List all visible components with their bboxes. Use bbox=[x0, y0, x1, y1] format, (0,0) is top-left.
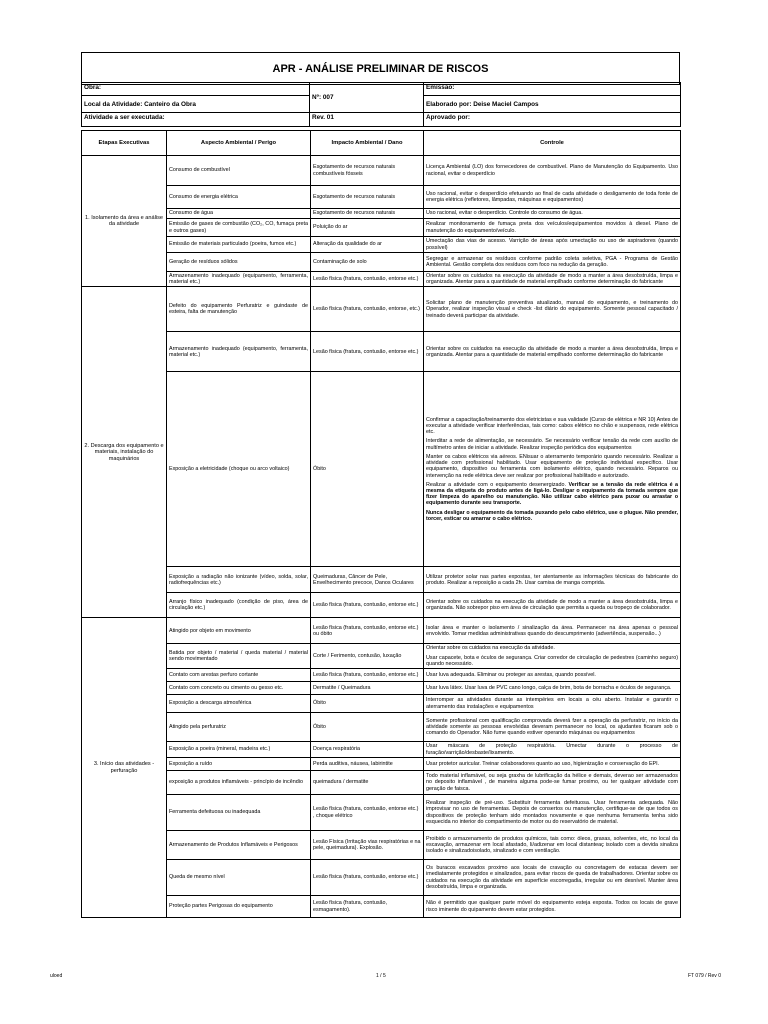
control-cell bbox=[424, 209, 681, 219]
aspect-cell: Exposição a ruído bbox=[167, 758, 311, 771]
stage-cell: 3. Início das atividades - perfuração bbox=[82, 618, 167, 918]
table-row bbox=[82, 669, 681, 682]
control-paragraph: Realizar a atividade com o equipamento desenergizado. Verificar se a tensão da rede elétrica é a mesma da etiqueta do produto antes de ligá-lo. Desligar o equipamento da tomada sempre que fizer limpeza do aparelho ou manutenção. Não utilizar cabo elétrico para puxar ou arrastar o equipamento durante seu transporte. bbox=[426, 481, 678, 507]
control-paragraph: Interditar a rede de alimentação, se necessário. Se necessário verificar tensão da rede com auxílio de multímetro antes de iniciar a atividade. Realizar inspeção periódica dos equipamentos bbox=[426, 438, 678, 451]
local-label: Local da Atividade: Canteiro da Obra bbox=[82, 96, 310, 113]
impact-cell: Corte / Ferimento, contusão, luxação bbox=[311, 644, 424, 669]
control-paragraph: Orientar sobre os cuidados na execução da atividade de modo a manter a área desobstruída, limpa e organizada. Atentar para a quantidade de material empilhado conforme determinação do fabricante bbox=[426, 273, 678, 286]
control-cell bbox=[424, 156, 681, 186]
table-row bbox=[82, 237, 681, 253]
control-cell bbox=[424, 253, 681, 272]
control-cell bbox=[424, 237, 681, 253]
table-row bbox=[82, 272, 681, 287]
elaborado-label: Elaborado por: Deise Maciel Campos bbox=[424, 96, 681, 113]
page-number: 1 / 5 bbox=[376, 973, 386, 979]
table-row bbox=[82, 219, 681, 237]
aspect-cell: Geração de resíduos sólidos bbox=[167, 253, 311, 272]
table-row bbox=[82, 253, 681, 272]
impact-cell: Lesão Física (Irritação vias respiratórias e na pele, queimadura). Explosão. bbox=[311, 831, 424, 860]
control-paragraph: Usar capacete, bota e óculos de segurança. Criar corredor de circulação de pedestres (caminho seguro) quando necessário. bbox=[426, 654, 678, 667]
control-cell bbox=[424, 372, 681, 567]
obra-label: Obra: bbox=[82, 83, 310, 96]
risk-table bbox=[81, 130, 681, 918]
control-paragraph: Nunca desligar o equipamento da tomada puxando pelo cabo elétrico, use o plugue. Não prender, torcer, esticar ou amarrar o cabo elétrico. bbox=[426, 509, 678, 522]
control-cell bbox=[424, 593, 681, 618]
table-row bbox=[82, 713, 681, 742]
aspect-cell: Armazenamento inadequado (equipamento, ferramenta, material etc.) bbox=[167, 272, 311, 287]
impact-cell: Lesão física (fratura, contusão, entorse etc.) , choque elétrico bbox=[311, 795, 424, 831]
control-paragraph: Orientar sobre os cuidados na execução da atividade de modo a manter a área desobstruída, limpa e organizada. Não sobrepor piso em área de circulação que permita a queda ou tropeço de colaborador. bbox=[426, 599, 678, 612]
aspect-cell: Armazenamento inadequado (equipamento, ferramenta, material etc.) bbox=[167, 332, 311, 372]
impact-cell: Lesão física (fratura, contusão, entorse etc.) bbox=[311, 593, 424, 618]
impact-cell: Esgotamento de recursos naturais combustíveis fósseis bbox=[311, 156, 424, 186]
table-row bbox=[82, 618, 681, 644]
control-paragraph: Uso racional, evitar o desperdício efetuando ao final de cada atividade o desligamento de toda fonte de energia elétrica (refletores, lâmpadas, máquinas e equipamentos) bbox=[426, 190, 678, 203]
control-paragraph: Confirmar a capacitação/treinamento dos eletricistas e sua validade (Curso de elétrica e NR 10) Antes de executar a atividade verificar interferências, tais como: cabos elétrico no chão e suspensos, rede elétrica etc. bbox=[426, 416, 678, 436]
control-cell bbox=[424, 644, 681, 669]
table-row bbox=[82, 695, 681, 713]
table-row bbox=[82, 795, 681, 831]
column-header: Impacto Ambiental / Dano bbox=[311, 131, 424, 156]
control-cell bbox=[424, 831, 681, 860]
numero-label: Nº: 007 bbox=[310, 83, 424, 113]
column-header: Etapas Executivas bbox=[82, 131, 167, 156]
control-paragraph: Usar luva adequada. Eliminar ou proteger as arestas, quando possível. bbox=[426, 671, 596, 678]
table-row bbox=[82, 332, 681, 372]
aspect-cell: Queda de mesmo nível bbox=[167, 860, 311, 896]
aspect-cell: Exposição a radiação não ionizante (vídeo, solda, solar, radiofrequências etc.) bbox=[167, 567, 311, 593]
control-paragraph: Orientar sobre os cuidados na execução da atividade de modo a manter a área desobstruída, limpa e organizada. Atentar para a quantidade de material empilhado conforme determinação do fabricante bbox=[426, 345, 678, 358]
control-cell bbox=[424, 219, 681, 237]
form-code: FT 079 / Rev 0 bbox=[688, 973, 721, 979]
aspect-cell: Emissão de gases de combustão (CO₂, CO, fumaça preta e outros gases) bbox=[167, 219, 311, 237]
control-cell bbox=[424, 713, 681, 742]
control-cell bbox=[424, 332, 681, 372]
aspect-cell: Consumo de água bbox=[167, 209, 311, 219]
control-cell bbox=[424, 758, 681, 771]
control-cell bbox=[424, 682, 681, 695]
control-cell bbox=[424, 669, 681, 682]
stage-cell: 1. Isolamento da área e análise da atividade bbox=[82, 156, 167, 287]
aspect-cell: Proteção partes Perigosas do equipamento bbox=[167, 896, 311, 918]
table-row bbox=[82, 644, 681, 669]
aspect-cell: Atingido pela perfuratriz bbox=[167, 713, 311, 742]
aspect-cell: Atingido por objeto em movimento bbox=[167, 618, 311, 644]
control-paragraph: Utilizar protetor solar nas partes expostas, ter atentamente as informações técnicas do fabricante do produto. Realizar a reposição a cada 2h. Usar camisa de manga comprida. bbox=[426, 573, 678, 586]
title-table bbox=[81, 52, 680, 85]
aspect-cell: Exposição a eletricidade (choque ou arco voltaico) bbox=[167, 372, 311, 567]
impact-cell: Doença respiratória bbox=[311, 742, 424, 758]
aspect-cell: Armazenamento de Produtos Inflamáveis e Perigosos bbox=[167, 831, 311, 860]
control-cell bbox=[424, 618, 681, 644]
control-paragraph: Os buracos escavados proximo aos locais de cravação ou concretagem de estacas devem ser imediatamente protegidos e sinalizados, para evitar riscos de queda de trabalhadores. Orientar sobre os cuidados na execução da atividade em superfície escorregadia, irregular ou em desnível. Manter área desobstruída, limpa e organizada. bbox=[426, 865, 678, 890]
control-paragraph: Não é permitido que qualquer parte móvel do equipamento esteja exposta. Todos os locais de grave risco iminente do quipamento devem estar protegidos. bbox=[426, 900, 678, 913]
table-row bbox=[82, 593, 681, 618]
table-row bbox=[82, 186, 681, 209]
impact-cell: Perda auditiva, náusea, labirintite bbox=[311, 758, 424, 771]
table-row bbox=[82, 372, 681, 567]
impact-cell: Lesão física (fratura, contusão, entorse etc.) bbox=[311, 669, 424, 682]
control-paragraph: Orientar sobre os cuidados na execução da atividade. bbox=[426, 645, 555, 652]
aspect-cell: Contato com concreto ou cimento ou gesso etc. bbox=[167, 682, 311, 695]
control-paragraph: Somente profissional com qualificação comprovada deverá fzer a operação da perfuratriz, no início da atividade somente as pessoas envolvidas deveram permanecer no local, os ajudantes ficaram sob o comando do Operador. Não fume quando estiver operando máquinas ou equipamentos bbox=[426, 717, 678, 737]
control-paragraph: Solicitar plano de manutenção preventiva atualizado, manual do equipamento, e treinamento do Operador, realizar inspeção visual e check -list diário do equipamento. Somente pessoal capacitado / treinado deverá participar da atividade. bbox=[426, 300, 678, 319]
aspect-cell: Exposição a poeira (mineral, madeira etc.) bbox=[167, 742, 311, 758]
control-paragraph: Segregar e armazenar os resíduos conforme padrão coleta seletiva, PGA - Programa de Gestão Ambiental. Gestão completa dos resíduos com foco na redução da geração. bbox=[426, 255, 678, 268]
aspect-cell: Ferramenta defeituosa ou inadequada bbox=[167, 795, 311, 831]
table-row bbox=[82, 860, 681, 896]
impact-cell: Esgotamento de recursos naturais bbox=[311, 186, 424, 209]
control-paragraph: Licença Ambiental (LO) dos fornecedores de combustível. Plano de Manutenção do Equipamento. Uso racional, evitar o desperdício bbox=[426, 164, 678, 177]
atividade-label: Atividade a ser executada: bbox=[82, 113, 310, 127]
control-paragraph: Manter os cabos elétricos via aéreos. ENisuar o aterramento temporário quando necessário. Realizar a atividade com profissional habilitado. Usar equipamento de proteção individual específico. Usar equipamento, dispositivo ou ferramenta com isolamento elétrico, quando necessário. Reparos ou intervenção na rede elétrica deve ser realizar por profissional habilitado e autorizado. bbox=[426, 453, 678, 479]
table-row bbox=[82, 567, 681, 593]
table-row bbox=[82, 758, 681, 771]
impact-cell: Dermatite / Queimadura bbox=[311, 682, 424, 695]
control-paragraph: Uso racional, evitar o desperdício. Controle do consumo de água. bbox=[426, 210, 583, 217]
info-table bbox=[81, 82, 681, 127]
table-row bbox=[82, 896, 681, 918]
control-cell bbox=[424, 567, 681, 593]
rev-label: Rev. 01 bbox=[310, 113, 424, 127]
impact-cell: Lesão física (fratura, contusão, entorse etc.) bbox=[311, 272, 424, 287]
control-cell bbox=[424, 896, 681, 918]
control-paragraph: Umectação das vias de acesso. Varrição de áreas após umectação ou uso de aspiradores (quando possível) bbox=[426, 238, 678, 251]
aspect-cell: Consumo de energia elétrica bbox=[167, 186, 311, 209]
aspect-cell: Exposição a descarga atmosférica bbox=[167, 695, 311, 713]
stage-cell: 2. Descarga dos equipamento e materiais, instalação do maquinários bbox=[82, 287, 167, 618]
impact-cell: Contaminação de solo bbox=[311, 253, 424, 272]
control-cell bbox=[424, 860, 681, 896]
table-row bbox=[82, 831, 681, 860]
table-row bbox=[82, 682, 681, 695]
control-cell bbox=[424, 795, 681, 831]
control-paragraph: Proibido o armazenamento de produtos químicos, tais como: óleos, graxas, solventes, etc, no local da escavação, armazenar em local afastado, Ii/adizenar em local distanteaç isolado com a devida sinaliza isolado e sinalizadoisolado, sinalizado e com ventilação. bbox=[426, 835, 678, 855]
impact-cell: Lesão física (fratura, contusão, entorse, etc.) bbox=[311, 287, 424, 332]
aprovado-label: Aprovado por: bbox=[424, 113, 681, 127]
aspect-cell: Contato com arestas perfuro cortante bbox=[167, 669, 311, 682]
impact-cell: Óbito bbox=[311, 695, 424, 713]
control-paragraph: Usar máscara de proteção respiratória. Umectar durante o processo de furação/varrição/desbaste/lixamento. bbox=[426, 743, 678, 756]
control-paragraph: Realizar inspeção de pré-uso. Substituir ferramenta defeituosa. Usar ferramenta adequada. Não improvisar no uso de ferramentas. Depois de consertos ou manutenção, certifique-se de que todos os dispositivos de proteção tenham sido montados novamente e que nenhuma ferramenta tenha sido esquecida no interior do compartimento de motor ou do reservatório de material. bbox=[426, 800, 678, 825]
impact-cell: queimadura / dermatite bbox=[311, 771, 424, 795]
aspect-cell: Arranjo físico inadequado (condição de piso, área de circulação etc.) bbox=[167, 593, 311, 618]
impact-cell: Óbito bbox=[311, 372, 424, 567]
aspect-cell: exposição a produtos inflamáveis - princípio de incêndio bbox=[167, 771, 311, 795]
aspect-cell: Consumo de combustível bbox=[167, 156, 311, 186]
control-paragraph: Usar luva látex. Usar luva de PVC cano longo, calça de brim, bota de borracha e óculos de segurança. bbox=[426, 684, 672, 691]
impact-cell: Esgotamento de recursos naturais bbox=[311, 209, 424, 219]
control-paragraph: Usar protetor auricular. Treinar colaboradores quanto ao uso, higienização e conservação do EPI. bbox=[426, 760, 660, 767]
table-row bbox=[82, 156, 681, 186]
impact-cell: Lesão física (fratura, contusão, entorse etc.) bbox=[311, 860, 424, 896]
impact-cell: Lesão física (fratura, contusão, entorse etc.) bbox=[311, 332, 424, 372]
table-row bbox=[82, 771, 681, 795]
impact-cell: Queimaduras, Câncer de Pele, Envelhecimento precoce, Danos Oculares bbox=[311, 567, 424, 593]
table-row bbox=[82, 742, 681, 758]
footer-left: uloed bbox=[50, 973, 63, 979]
control-cell bbox=[424, 695, 681, 713]
control-cell bbox=[424, 287, 681, 332]
impact-cell: Óbito bbox=[311, 713, 424, 742]
aspect-cell: Batida por objeto / material / queda material / material sendo movimentado bbox=[167, 644, 311, 669]
impact-cell: Lesão física (fratura, contusão, esmagamento). bbox=[311, 896, 424, 918]
page-title: APR - ANÁLISE PRELIMINAR DE RISCOS bbox=[82, 53, 680, 85]
column-header: Controle bbox=[424, 131, 681, 156]
control-paragraph: Isolar área e manter o isolamento / sinalização da área. Permanecer na área apenas o pessoal envolvido. Tomar medidas administrativas quando do descumprimento (advertência, suspensão...) bbox=[426, 624, 678, 637]
control-cell bbox=[424, 771, 681, 795]
aspect-cell: Emissão de materiais particulado (poeira, fumos etc.) bbox=[167, 237, 311, 253]
control-cell bbox=[424, 742, 681, 758]
control-paragraph: Todo material inflamável, ou seja graxha de lubrificação da hélice e demais, deverao ser armazenados no deposito inflamável , de maneira alguma pode-se fumar proximo, ou ter qualquer atividade com geração de faisca. bbox=[426, 773, 678, 792]
control-cell bbox=[424, 186, 681, 209]
control-paragraph: Interromper as atividades durante as intempéries em locais a céu aberto. Instalar e garantir o aterramento das instalações e equipamentos bbox=[426, 697, 678, 710]
impact-cell: Poluição do ar bbox=[311, 219, 424, 237]
aspect-cell: Defeito do equipamento Perfuratriz e guindaste de esteira, falta de manutenção bbox=[167, 287, 311, 332]
risk-table-body bbox=[82, 156, 681, 918]
table-row bbox=[82, 209, 681, 219]
impact-cell: Lesão física (fratura, contusão, entorse etc.) ou óbito bbox=[311, 618, 424, 644]
impact-cell: Alteração da qualidade do ar bbox=[311, 237, 424, 253]
emissao-label: Emissão: bbox=[424, 83, 681, 96]
control-cell bbox=[424, 272, 681, 287]
table-row bbox=[82, 287, 681, 332]
control-paragraph: Realizar monitoramento de fumaça preta dos veículos/equipamentos movidos à diesel. Plano de manutenção do equipamento/veículo. bbox=[426, 221, 678, 234]
column-header: Aspecto Ambiental / Perigo bbox=[167, 131, 311, 156]
